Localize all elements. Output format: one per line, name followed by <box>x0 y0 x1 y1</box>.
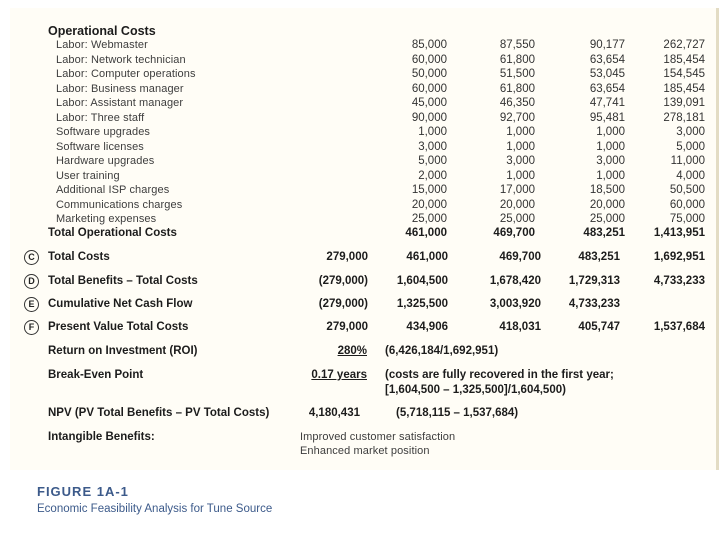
npv-calc: (5,718,115 – 1,537,684) <box>396 407 519 419</box>
op-cost-value: 278,181 <box>663 111 705 124</box>
op-cost-value: 185,454 <box>663 82 705 95</box>
op-cost-label: Marketing expenses <box>56 213 157 225</box>
op-cost-value: 75,000 <box>669 213 705 225</box>
op-cost-label: Labor: Three staff <box>56 111 145 124</box>
row-marker-icon: E <box>24 297 39 312</box>
op-cost-value: 5,000 <box>676 140 705 153</box>
op-cost-value: 53,045 <box>589 68 625 80</box>
op-cost-value: 15,000 <box>411 184 447 196</box>
row-marker-icon: F <box>24 320 39 335</box>
op-cost-label: Labor: Network technician <box>56 53 186 66</box>
op-cost-value: 92,700 <box>499 111 535 124</box>
op-cost-value: 1,000 <box>596 169 625 182</box>
figure-caption: Economic Feasibility Analysis for Tune Source <box>37 503 273 515</box>
roi-calc: (6,426,184/1,692,951) <box>385 345 499 357</box>
op-cost-value: 50,000 <box>411 68 447 80</box>
op-cost-label: Software licenses <box>56 140 144 153</box>
row-marker-icon: C <box>24 250 39 265</box>
op-cost-value: 51,500 <box>499 68 535 80</box>
op-cost-value: 46,350 <box>499 97 535 109</box>
op-cost-value: 90,177 <box>589 39 625 51</box>
total-op-year2: 469,700 <box>493 227 535 239</box>
summary-value: 405,747 <box>578 321 620 333</box>
summary-label: Cumulative Net Cash Flow <box>48 298 193 310</box>
op-cost-value: 50,500 <box>669 184 705 196</box>
op-cost-value: 20,000 <box>499 198 535 211</box>
op-cost-value: 1,000 <box>506 140 535 153</box>
op-cost-value: 154,545 <box>663 68 705 80</box>
op-cost-value: 47,741 <box>589 97 625 109</box>
op-cost-value: 5,000 <box>418 155 447 167</box>
summary-value: 1,692,951 <box>653 251 705 263</box>
summary-value: (279,000) <box>318 275 368 287</box>
npv-label: NPV (PV Total Benefits – PV Total Costs) <box>48 407 270 419</box>
figure-title: FIGURE 1A-1 <box>37 484 129 499</box>
npv-value: 4,180,431 <box>308 407 360 419</box>
op-cost-value: 4,000 <box>676 169 705 182</box>
op-cost-value: 25,000 <box>589 213 625 225</box>
breakeven-value: 0.17 years <box>311 369 367 381</box>
summary-value: 469,700 <box>499 251 541 263</box>
summary-value: 1,604,500 <box>396 275 448 287</box>
op-cost-value: 139,091 <box>663 97 705 109</box>
breakeven-note-line1: (costs are fully recovered in the first year; <box>385 369 614 381</box>
roi-label: Return on Investment (ROI) <box>48 345 198 357</box>
op-cost-value: 25,000 <box>499 213 535 225</box>
summary-value: 461,000 <box>406 251 448 263</box>
total-op-total: 1,413,951 <box>653 227 705 239</box>
roi-value: 280% <box>337 345 367 357</box>
op-cost-value: 45,000 <box>411 97 447 109</box>
op-cost-value: 1,000 <box>596 140 625 153</box>
summary-value: 3,003,920 <box>489 298 541 310</box>
total-operational-costs-label: Total Operational Costs <box>48 227 177 239</box>
summary-value: 434,906 <box>406 321 448 333</box>
op-cost-value: 60,000 <box>669 198 705 211</box>
op-cost-value: 3,000 <box>676 126 705 138</box>
summary-value: 279,000 <box>326 251 368 263</box>
summary-value: 1,678,420 <box>489 275 541 287</box>
op-cost-value: 60,000 <box>411 53 447 66</box>
op-cost-value: 95,481 <box>589 111 625 124</box>
op-cost-label: Labor: Computer operations <box>56 68 196 80</box>
intangible-label: Intangible Benefits: <box>48 431 155 443</box>
summary-value: (279,000) <box>318 298 368 310</box>
total-op-year3: 483,251 <box>583 227 625 239</box>
op-cost-value: 1,000 <box>596 126 625 138</box>
op-cost-value: 1,000 <box>418 126 447 138</box>
op-cost-value: 60,000 <box>411 82 447 95</box>
breakeven-label: Break-Even Point <box>48 369 144 381</box>
summary-value: 1,729,313 <box>568 275 620 287</box>
op-cost-value: 90,000 <box>411 111 447 124</box>
summary-value: 4,733,233 <box>568 298 620 310</box>
op-cost-value: 11,000 <box>670 155 705 167</box>
summary-value: 1,537,684 <box>653 321 705 333</box>
summary-value: 418,031 <box>499 321 541 333</box>
total-op-year1: 461,000 <box>405 227 447 239</box>
op-cost-value: 85,000 <box>411 39 447 51</box>
summary-label: Present Value Total Costs <box>48 321 189 333</box>
op-cost-value: 87,550 <box>499 39 535 51</box>
op-cost-label: User training <box>56 169 120 182</box>
op-cost-value: 17,000 <box>499 184 535 196</box>
summary-value: 483,251 <box>578 251 620 263</box>
op-cost-value: 185,454 <box>663 53 705 66</box>
op-cost-label: Additional ISP charges <box>56 184 170 196</box>
op-cost-value: 20,000 <box>411 198 447 211</box>
op-cost-value: 61,800 <box>499 53 535 66</box>
summary-label: Total Costs <box>48 251 110 263</box>
op-cost-value: 2,000 <box>418 169 447 182</box>
intangible-item: Enhanced market position <box>300 445 430 457</box>
breakeven-note-line2: [1,604,500 – 1,325,500]/1,604,500) <box>385 384 566 396</box>
summary-label: Total Benefits – Total Costs <box>48 275 198 287</box>
row-marker-icon: D <box>24 274 39 289</box>
op-cost-label: Labor: Business manager <box>56 82 184 95</box>
op-cost-value: 3,000 <box>506 155 535 167</box>
op-cost-label: Labor: Assistant manager <box>56 97 184 109</box>
operational-costs-heading: Operational Costs <box>48 24 156 38</box>
op-cost-value: 25,000 <box>411 213 447 225</box>
op-cost-value: 3,000 <box>596 155 625 167</box>
op-cost-label: Hardware upgrades <box>56 155 155 167</box>
op-cost-value: 262,727 <box>663 39 705 51</box>
op-cost-value: 1,000 <box>506 126 535 138</box>
summary-value: 279,000 <box>326 321 368 333</box>
op-cost-label: Software upgrades <box>56 126 151 138</box>
op-cost-label: Labor: Webmaster <box>56 39 148 51</box>
op-cost-value: 61,800 <box>499 82 535 95</box>
summary-value: 4,733,233 <box>653 275 705 287</box>
op-cost-value: 63,654 <box>589 82 625 95</box>
op-cost-value: 63,654 <box>589 53 625 66</box>
op-cost-value: 18,500 <box>589 184 625 196</box>
intangible-item: Improved customer satisfaction <box>300 431 456 443</box>
op-cost-value: 20,000 <box>589 198 625 211</box>
op-cost-value: 3,000 <box>418 140 447 153</box>
op-cost-label: Communications charges <box>56 198 183 211</box>
op-cost-value: 1,000 <box>506 169 535 182</box>
summary-value: 1,325,500 <box>396 298 448 310</box>
